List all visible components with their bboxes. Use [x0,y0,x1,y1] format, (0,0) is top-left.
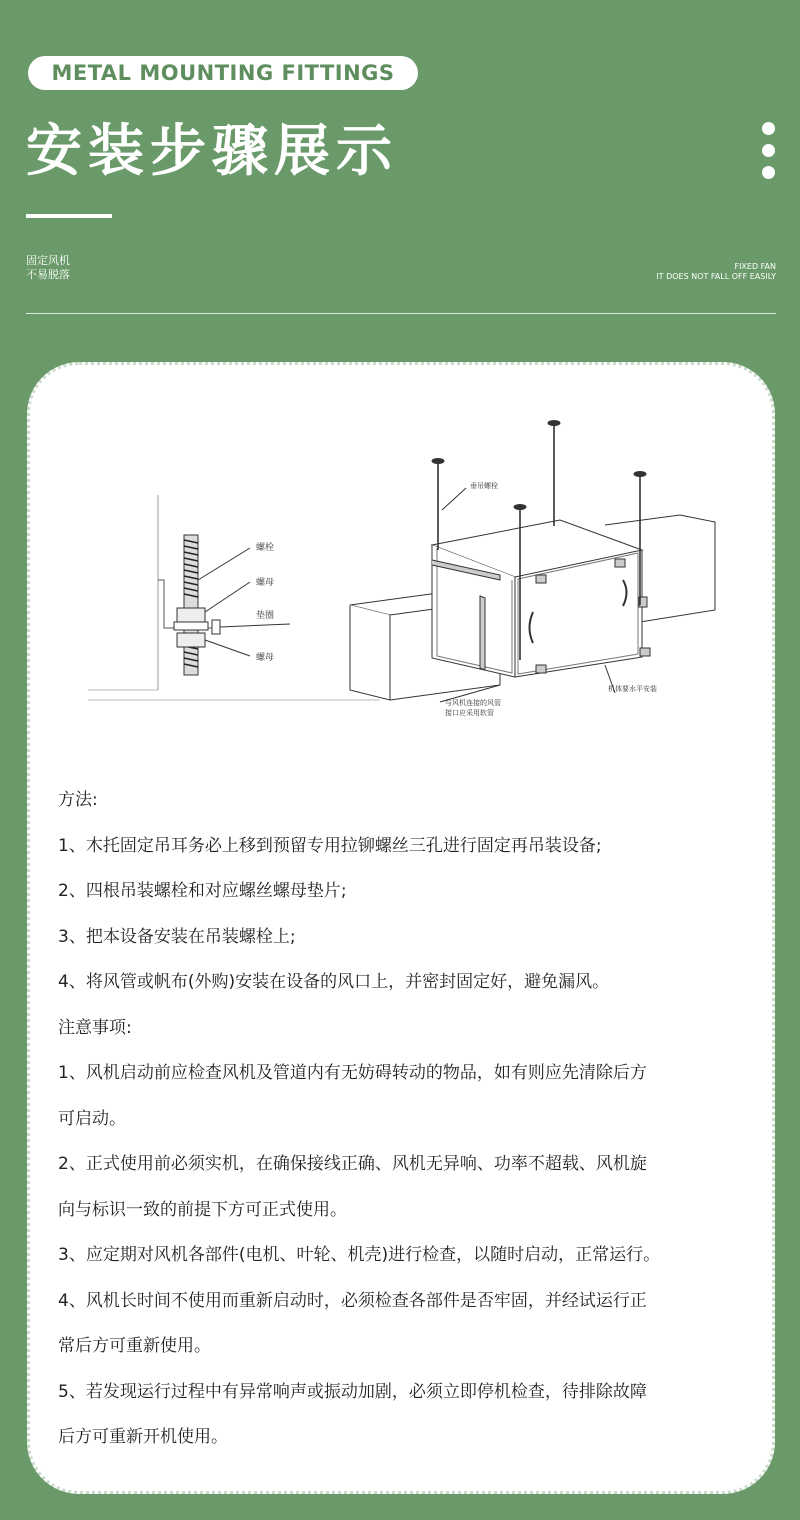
subtitle-left-line1: 固定风机 [26,254,70,267]
note-2-line1: 2、正式使用前必须实机，在确保接线正确、风机无异响、功率不超载、风机旋 [58,1154,647,1174]
label-bolt: 螺栓 [256,543,275,553]
method-step-4: 4、将风管或帆布(外购)安装在设备的风口上，并密封固定好，避免漏风。 [58,972,610,992]
label-level-install: 机体要水平安装 [608,685,657,693]
note-3: 3、应定期对风机各部件(电机、叶轮、机壳)进行检查，以随时启动，正常运行。 [58,1245,661,1265]
label-washer: 垫圈 [256,611,275,621]
label-hanging-bolt: 垂吊螺栓 [470,482,498,490]
notes-title: 注意事项: [58,1017,132,1038]
method-step-2: 2、四根吊装螺栓和对应螺丝螺母垫片; [58,881,347,901]
note-1-line2: 可启动。 [58,1108,126,1129]
note-5-line1: 5、若发现运行过程中有异常响声或振动加剧，必须立即停机检查，待排除故障 [58,1381,647,1402]
page-title: 安装步骤展示 [26,119,398,184]
method-title: 方法: [58,790,98,810]
note-5-line2: 后方可重新开机使用。 [58,1427,228,1447]
label-duct-line1: 与风机连接的风管 [445,699,501,707]
note-1-line1: 1、风机启动前应检查风机及管道内有无妨碍转动的物品，如有则应先清除后方 [58,1063,647,1083]
installation-diagram [60,400,740,750]
header-divider [26,313,776,314]
title-underline [26,214,112,218]
label-nut-bottom: 螺母 [256,653,275,663]
subtitle-right-line1: FIXED FAN [734,262,776,271]
instructions [58,778,758,1461]
subtitle-left [26,254,70,282]
note-4-line2: 常后方可重新使用。 [58,1336,211,1356]
method-step-1: 1、木托固定吊耳务必上移到预留专用拉铆螺丝三孔进行固定再吊装设备; [58,835,602,856]
note-2-line2: 向与标识一致的前提下方可正式使用。 [58,1199,347,1220]
method-step-3: 3、把本设备安装在吊装螺栓上; [58,926,296,947]
note-4-line1: 4、风机长时间不使用而重新启动时，必须检查各部件是否牢固，并经试运行正 [58,1290,647,1311]
label-nut-top: 螺母 [256,578,275,588]
subtitle-left-line2: 不易脱落 [26,268,70,281]
label-duct-line2: 接口应采用软管 [445,709,494,717]
more-icon [762,122,776,188]
header-pill: METAL MOUNTING FITTINGS [28,56,418,90]
subtitle-right [656,262,776,282]
subtitle-right-line2: IT DOES NOT FALL OFF EASILY [656,272,776,281]
